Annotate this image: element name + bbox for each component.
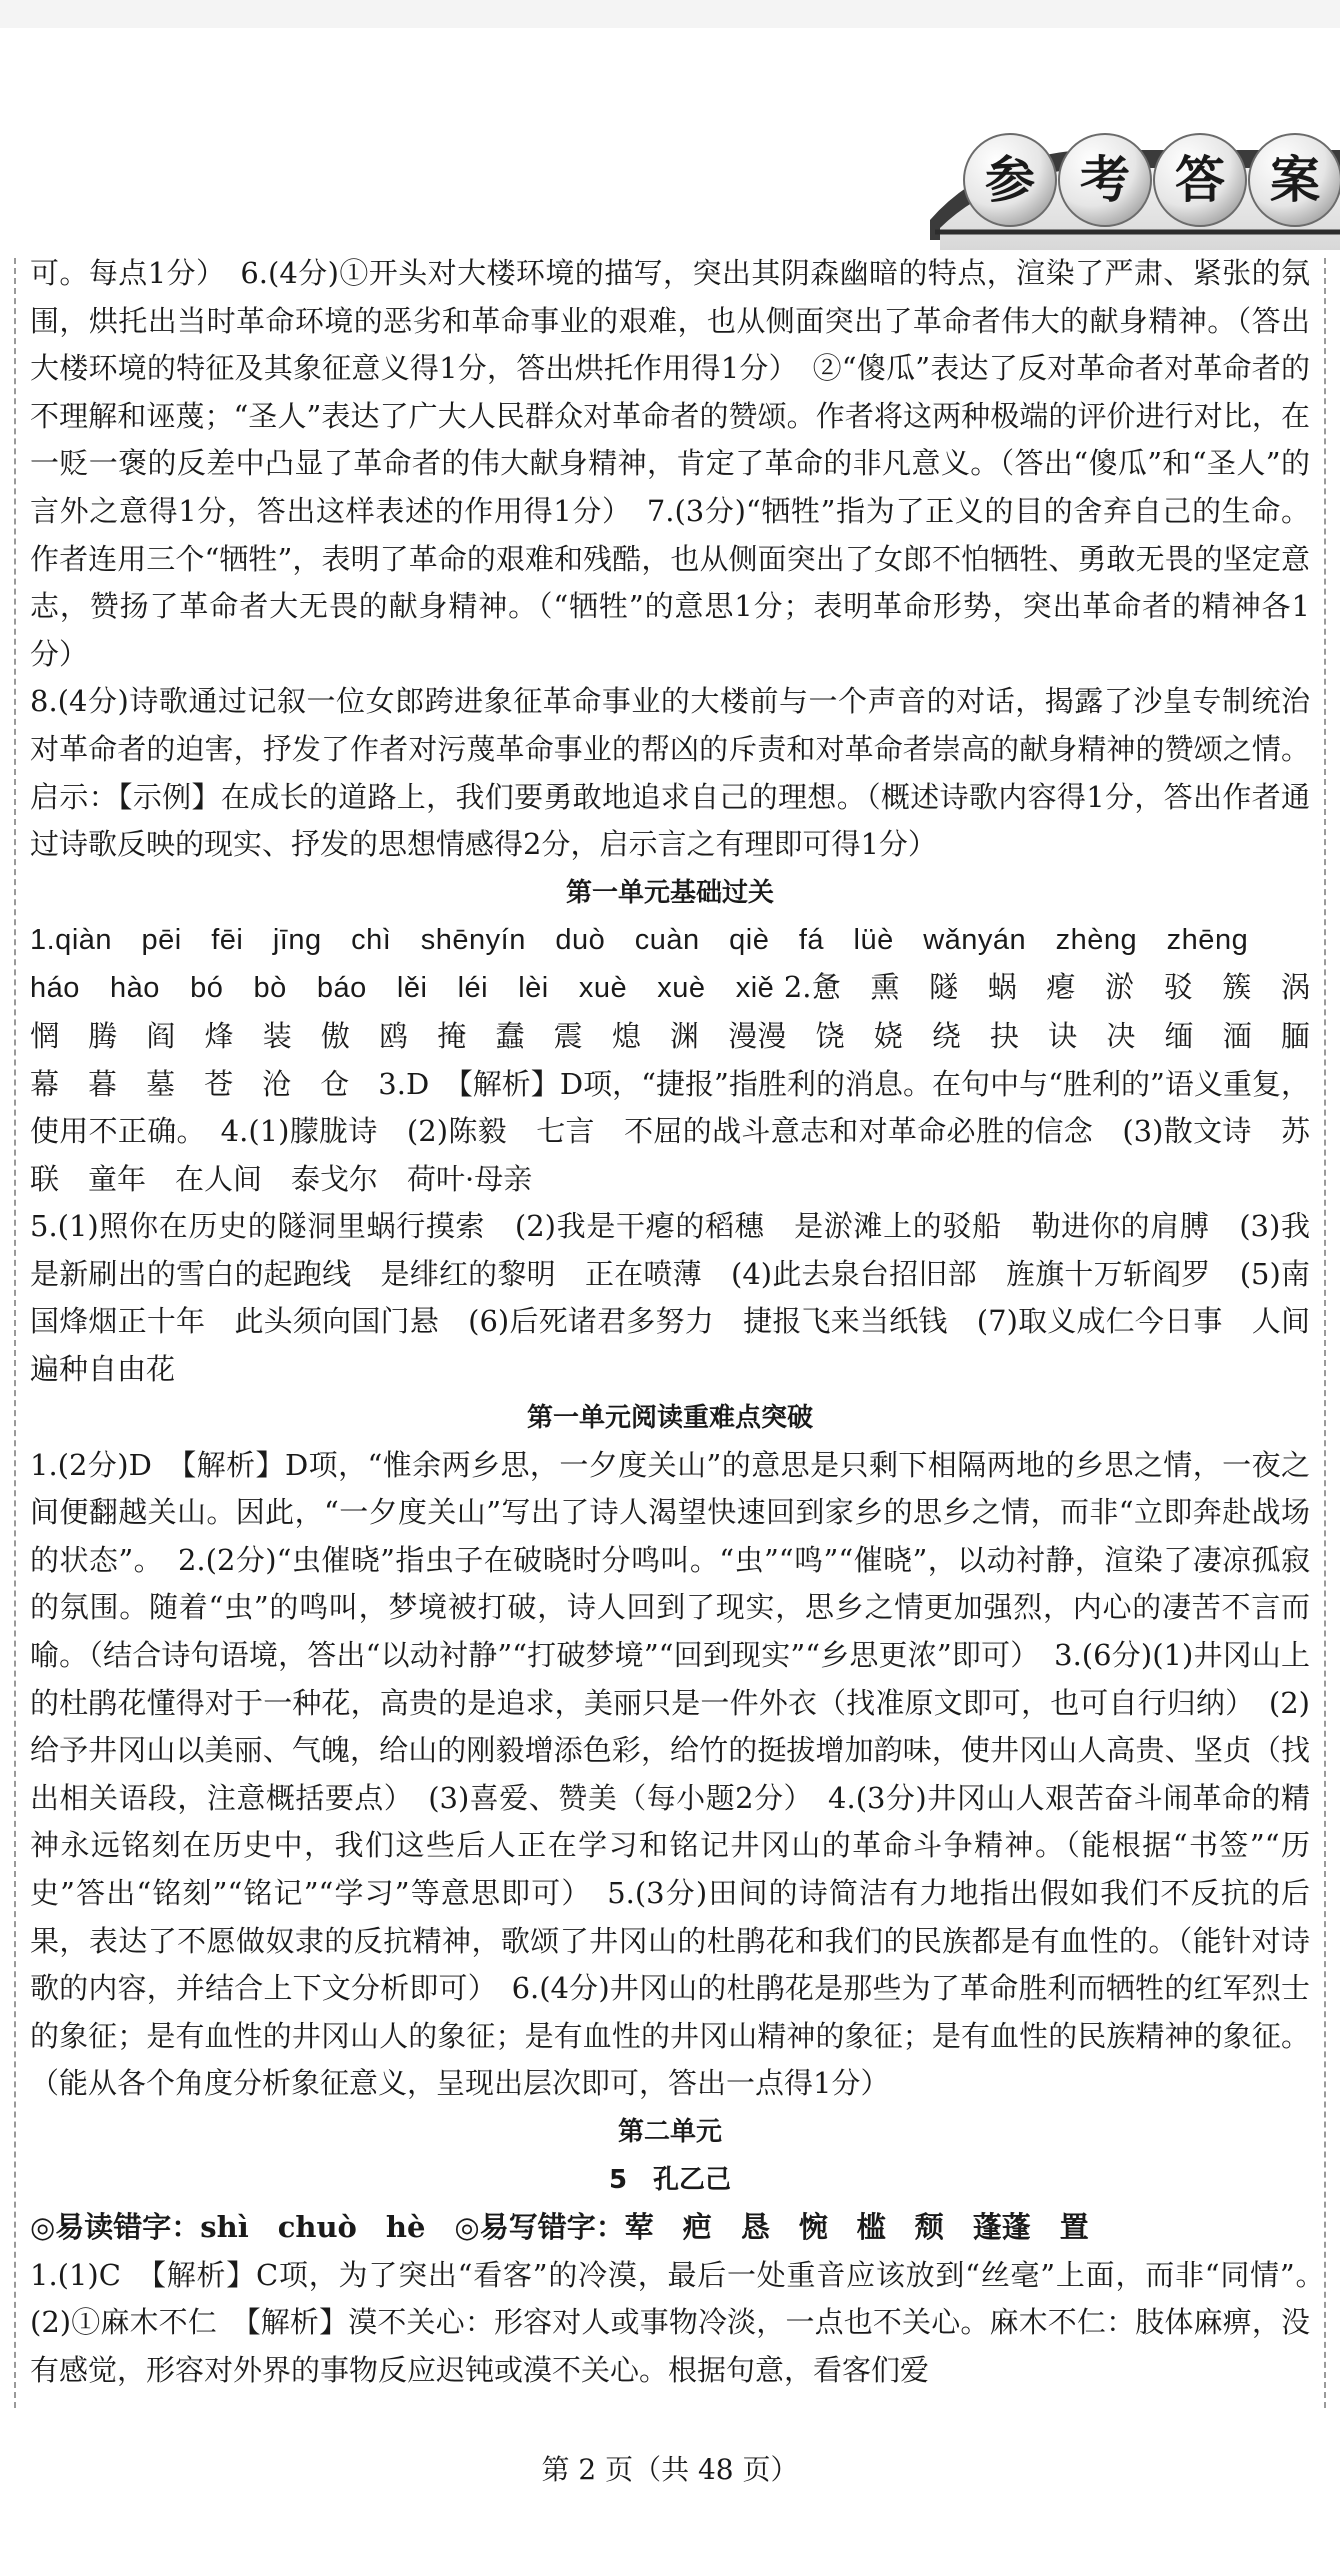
left-dashed-rule [14,258,16,2408]
pinyin-line-2: háo hào bó bò báo lěi léi lèi xuè xuè xiě [30,972,775,1005]
unit1-basics-answers [30,964,1340,1203]
answer-content [30,250,1340,2394]
error-prone-chars: ◎易读错字：shì chuò hè ◎易写错字：荤 疤 恳 惋 槛 颓 蓬蓬 置 [30,2209,1089,2244]
unit1-reading-answers: 1.(2分)D 【解析】D项，“惟余两乡思，一夕度关山”的意思是只剩下相隔两地的乡思之情，一夜之间便翻越关山。因此，“一夕度关山”写出了诗人渴望快速回到家乡的思乡之情，而非“立即奔赴战场的状态”。 2.(2分)“虫催晓”指虫子在破晓时分鸣叫。“虫”“鸣”“催晓”，以动衬静，渲染了凄凉孤寂的氛围。随着“虫”的鸣叫，梦境被打破，诗人回到了现实，思乡之情更加强烈，内心的凄苦不言而喻。（结合诗句语境，答出“以动衬静”“打破梦境”“回到现实”“乡思更浓”即可） 3.(6分)(1)井冈山上的杜鹃花懂得对于一种花，高贵的是追求，美丽只是一件外衣（找准原文即可，也可自行归纳） (2)给予井冈山以美丽、气魄，给山的刚毅增添色彩，给竹的挺拔增加韵味，使井冈山人高贵、坚贞（找出相关语段，注意概括要点） (3)喜爱、赞美（每小题2分） 4.(3分)井冈山人艰苦奋斗闹革命的精神永远铭刻在历史中，我们这些后人正在学习和铭记井冈山的革命斗争精神。（能根据“书签”“历史”答出“铭刻”“铭记”“学习”等意思即可） 5.(3分)田间的诗简洁有力地指出假如我们不反抗的后果，表达了不愿做奴隶的反抗精神，歌颂了井冈山的杜鹃花和我们的民族都是有血性的。（能针对诗歌的内容，并结合上下文分析即可） 6.(4分)井冈山的杜鹃花是那些为了革命胜利而牺牲的红军烈士的象征；是有血性的井冈山人的象征；是有血性的井冈山精神的象征；是有血性的民族精神的象征。（能从各个角度分析象征意义，呈现出层次即可，答出一点得1分） [30,1447,1310,2101]
header-char-2: 考 [1080,151,1130,209]
header-char-3: 答 [1175,151,1225,209]
prev-answer-paragraph-1: 可。每点1分） 6.(4分)①开头对大楼环境的描写，突出其阴森幽暗的特点，渲染了严肃、紧张的氛围，烘托出当时革命环境的恶劣和革命事业的艰难，也从侧面突出了革命者伟大的献身精神。（答出大楼环境的特征及其象征意义得1分，答出烘托作用得1分） ②“傻瓜”表达了反对革命者对革命者的不理解和诬蔑；“圣人”表达了广大人民群众对革命者的赞颂。作者将这两种极端的评价进行对比，在一贬一褒的反差中凸显了革命者的伟大献身精神，肯定了革命的非凡意义。（答出“傻瓜”和“圣人”的言外之意得1分，答出这样表述的作用得1分） 7.(3分)“牺牲”指为了正义的目的舍弃自己的生命。作者连用三个“牺牲”，表明了革命的艰难和残酷，也从侧面突出了女郎不怕牺牲、勇敢无畏的坚定意志，赞扬了革命者大无畏的献身精神。（“牺牲”的意思1分；表明革命形势，突出革命者的精神各1分） [30,256,1310,671]
lesson5-answers: 1.(1)C 【解析】C项，为了突出“看客”的冷漠，最后一处重音应该放到“丝毫”上面，而非“同情”。 (2)①麻木不仁 【解析】漠不关心：形容对人或事物冷淡，一点也不关心。麻木不仁：肢体麻痹，没有感觉，形容对外界的事物反应迟钝或漠不关心。根据句意，看客们爱 [30,2257,1340,2387]
header-char-1: 参 [985,151,1035,209]
unit1-basics-q5: 5.(1)照你在历史的隧洞里蜗行摸索 (2)我是干瘪的稻穗 是淤滩上的驳船 勒进你的肩膊 (3)我是新刷出的雪白的起跑线 是绯红的黎明 正在喷薄 (4)此去泉台招旧部 旌旗十万斩阎罗 (5)南国烽烟正十年 此头须向国门悬 (6)后死诸君多努力 捷报飞来当纸钱 (7)取义成仁今日事 人间遍种自由花 [30,1209,1310,1387]
page-number: 第 2 页（共 48 页） [541,2453,799,2486]
header-char-4: 案 [1270,151,1320,209]
section-title-unit1-basics: 第一单元基础过关 [565,877,774,908]
right-dashed-rule [1324,258,1326,2408]
header-graphic [0,0,1340,250]
lesson-title: 5 孔乙己 [608,2164,732,2195]
header-banner [0,0,1340,250]
section-title-unit1-reading: 第一单元阅读重难点突破 [526,1402,813,1433]
section-title-unit2: 第二单元 [617,2116,722,2147]
unit1-basics-rest: 2.惫 熏 隧 蜗 瘪 淤 驳 簇 涡 惘 腾 阎 烽 装 傲 鸥 掩 蠢 震 熄 渊 漫漫 饶 娆 绕 抉 诀 决 缅 湎 腼 幕 暮 墓 苍 沧 仓 3.D 【解析】D项，“捷报”指胜利的消息。在句中与“胜利的”语义重复，使用不正确。 4.(1)朦胧诗 (2)陈毅 七言 不屈的战斗意志和对革命必胜的信念 (3)散文诗 苏联 童年 在人间 泰戈尔 荷叶·母亲 [30,970,1340,1196]
prev-answer-paragraph-2: 8.(4分)诗歌通过记叙一位女郎跨进象征革命事业的大楼前与一个声音的对话，揭露了沙皇专制统治对革命者的迫害，抒发了作者对污蔑革命事业的帮凶的斥责和对革命者崇高的献身精神的赞颂之情。启示：【示例】在成长的道路上，我们要勇敢地追求自己的理想。（概述诗歌内容得1分，答出作者通过诗歌反映的现实、抒发的思想情感得2分，启示言之有理即可得1分） [30,684,1310,862]
pinyin-line-1: 1.qiàn pēi fēi jīng chì shēnyín duò cuàn qiè fá lüè wǎnyán zhèng zhēng [30,923,1249,956]
